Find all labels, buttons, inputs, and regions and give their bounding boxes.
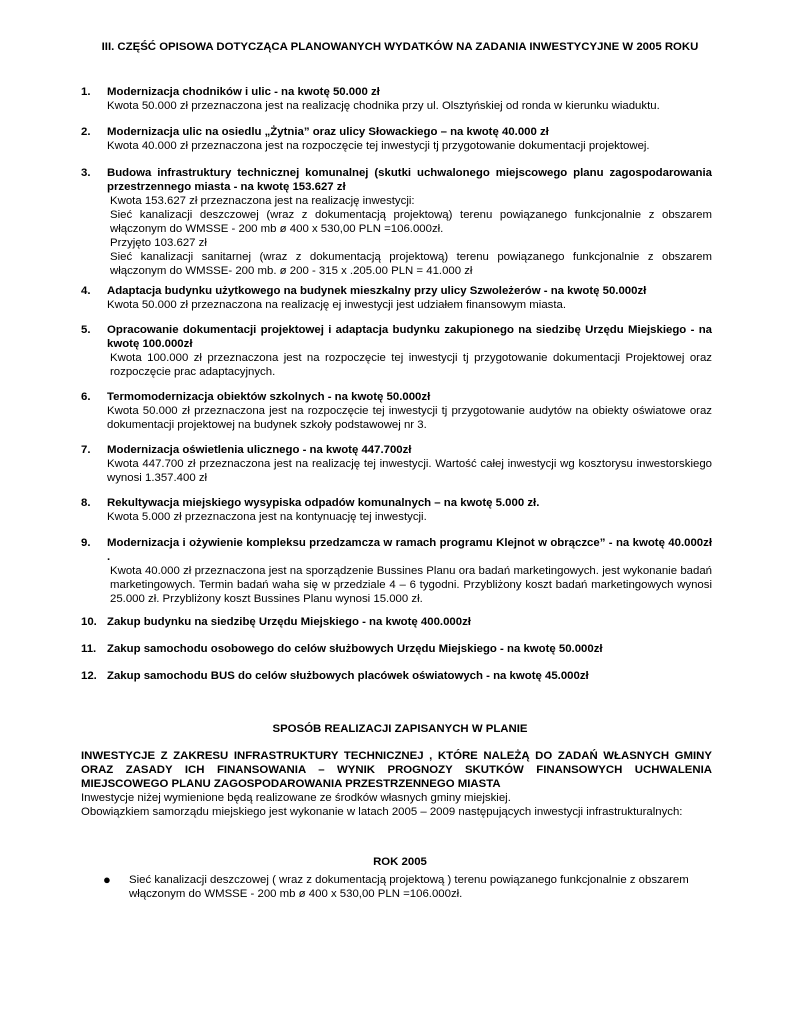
list-item [81, 443, 712, 485]
list-item [81, 166, 712, 278]
item-number: 7. [81, 444, 91, 456]
list-item [81, 284, 712, 312]
item-number: 12. [81, 670, 97, 682]
item-body-line: Przyjęto 103.627 zł [110, 237, 207, 249]
list-item [81, 669, 712, 683]
list-item [81, 615, 712, 629]
item-title: Modernizacja chodników i ulic - na kwotę 50.000 zł [107, 86, 380, 98]
list-item [81, 642, 712, 656]
item-title: Adaptacja budynku użytkowego na budynek mieszkalny przy ulicy Szwoleżerów - na kwotę 50.000zł [107, 285, 647, 297]
item-number: 6. [81, 391, 91, 403]
item-body-line: Sieć kanalizacji deszczowej (wraz z dokumentacją projektową) terenu powiązanego funkcjonalnie z obszarem włączonym do WMSSE - 200 mb ø 400 x 530,00 PLN =106.000zł. [110, 209, 712, 235]
list-item [81, 390, 712, 432]
item-title: Budowa infrastruktury technicznej komunalnej (skutki uchwalonego miejscowego planu zagospodarowania przestrzennego miasta - na kwotę 153.627 zł [107, 167, 712, 193]
year-heading: ROK 2005 [373, 856, 427, 868]
item-body: Kwota 50.000 zł przeznaczona na realizację ej inwestycji jest udziałem finansowym miasta. [107, 299, 567, 311]
item-number: 9. [81, 537, 91, 549]
item-body: Kwota 50.000 zł przeznaczona jest na rozpoczęcie tej inwestycji tj przygotowanie audytów na obiekty oświatowe oraz dokumentacji projektowej na budynek szkoły podstawowej nr 3. [107, 405, 712, 431]
bullet-text: Sieć kanalizacji deszczowej ( wraz z dokumentacją projektową ) terenu powiązanego funkcjonalnie z obszarem włączonym do WMSSE - 200 mb ø 400 x 530,00 PLN =106.000zł. [129, 874, 689, 900]
section-bold-text: INWESTYCJE Z ZAKRESU INFRASTRUKTURY TECHNICZNEJ , KTÓRE NALEŻĄ DO ZADAŃ WŁASNYCH GMINY ORAZ ZASADY ICH FINANSOWANIA – WYNIK PROGNOZY SKUTKÓW FINANSOWYCH UCHWALENIA MIEJSCOWEGO PLANU ZAGOSPODAROWANIA PRZESTRZENNEGO MIASTA [81, 750, 712, 790]
item-title: Rekultywacja miejskiego wysypiska odpadów komunalnych – na kwotę 5.000 zł. [107, 497, 540, 509]
item-number: 3. [81, 167, 91, 179]
item-number: 10. [81, 616, 97, 628]
item-number: 4. [81, 285, 91, 297]
item-number: 2. [81, 126, 91, 138]
item-body: Kwota 100.000 zł przeznaczona jest na rozpoczęcie tej inwestycji tj przygotowanie dokumentacji Projektowej oraz rozpoczęcie prac adaptacyjnych. [110, 352, 712, 378]
item-number: 8. [81, 497, 91, 509]
list-item [81, 85, 712, 113]
item-title: Opracowanie dokumentacji projektowej i adaptacja budynku zakupionego na siedzibę Urzędu Miejskiego - na kwotę 100.000zł [107, 324, 712, 350]
item-body: Kwota 447.700 zł przeznaczona jest na realizację tej inwestycji. Wartość całej inwestycji wg kosztorysu inwestorskiego wynosi 1.357.400 zł [107, 458, 712, 484]
list-item [81, 496, 712, 524]
section-text-line: Inwestycje niżej wymienione będą realizowane ze środków własnych gminy miejskiej. [81, 792, 511, 804]
item-title: Modernizacja oświetlenia ulicznego - na kwotę 447.700zł [107, 444, 412, 456]
item-number: 11. [81, 643, 97, 655]
item-body: Kwota 5.000 zł przeznaczona jest na kontynuację tej inwestycji. [107, 511, 427, 523]
list-item [81, 125, 712, 153]
list-item [81, 536, 712, 606]
item-body-line: Sieć kanalizacji sanitarnej (wraz z dokumentacją projektową) terenu powiązanego funkcjonalnie z obszarem włączonym do WMSSE- 200 mb. ø 200 - 315 x .205.00 PLN = 41.000 zł [110, 251, 712, 277]
bullet-item [103, 873, 713, 901]
item-body: Kwota 40.000 zł przeznaczona jest na sporządzenie Bussines Planu ora badań marketingowych. jest wykonanie badań marketingowych. Termin badań waha się w przedziale 4 – 6 tygodni. Przybliżony koszt badań marketingowych wynosi 25.000 zł. Przybliżony koszt Bussines Planu wynosi 15.000 zł. [110, 565, 712, 605]
item-title: Termomodernizacja obiektów szkolnych - na kwotę 50.000zł [107, 391, 431, 403]
document-heading: III. CZĘŚĆ OPISOWA DOTYCZĄCA PLANOWANYCH WYDATKÓW NA ZADANIA INWESTYCYJNE W 2005 ROKU [101, 41, 699, 53]
list-item [81, 323, 712, 379]
item-body-line: Kwota 153.627 zł przeznaczona jest na realizację inwestycji: [110, 195, 415, 207]
item-title: Zakup samochodu BUS do celów służbowych placówek oświatowych - na kwotę 45.000zł [107, 670, 589, 682]
section-heading: SPOSÓB REALIZACJI ZAPISANYCH W PLANIE [272, 723, 528, 735]
item-title: Modernizacja ulic na osiedlu „Żytnia” oraz ulicy Słowackiego – na kwotę 40.000 zł [107, 126, 549, 138]
item-title: Modernizacja i ożywienie kompleksu przedzamcza w ramach programu Klejnot w obrączce” - na kwotę 40.000zł . [107, 537, 712, 563]
item-body: Kwota 40.000 zł przeznaczona jest na rozpoczęcie tej inwestycji tj przygotowanie dokumentacji projektowej. [107, 140, 650, 152]
item-number: 1. [81, 86, 91, 98]
section-intro [81, 749, 712, 819]
section-text-line: Obowiązkiem samorządu miejskiego jest wykonanie w latach 2005 – 2009 następujących inwestycji infrastrukturalnych: [81, 806, 683, 818]
item-title: Zakup samochodu osobowego do celów służbowych Urzędu Miejskiego - na kwotę 50.000zł [107, 643, 603, 655]
item-body: Kwota 50.000 zł przeznaczona jest na realizację chodnika przy ul. Olsztyńskiej od ronda w kierunku wiaduktu. [107, 100, 660, 112]
item-number: 5. [81, 324, 91, 336]
item-title: Zakup budynku na siedzibę Urzędu Miejskiego - na kwotę 400.000zł [107, 616, 471, 628]
bullet-icon: ● [103, 872, 111, 887]
